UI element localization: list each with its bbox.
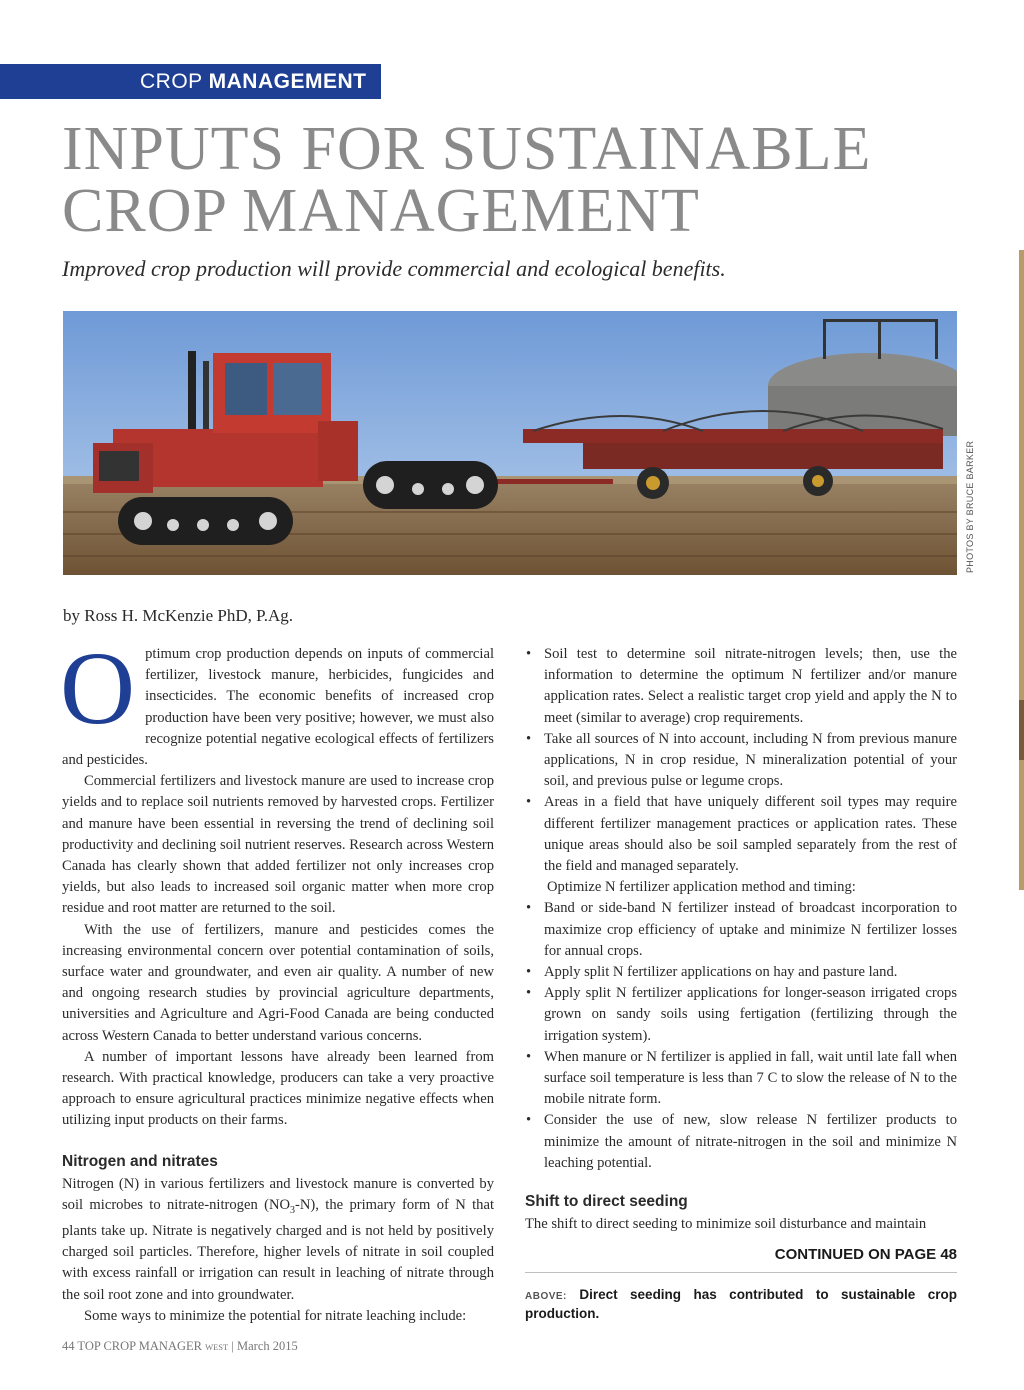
photo-credit-text: PHOTOS BY BRUCE BARKER: [965, 440, 975, 573]
page-edge-strip-dark: [1019, 700, 1024, 760]
bullet-list-b: [525, 898, 957, 1174]
caption-label: ABOVE:: [525, 1291, 567, 1303]
bullet-item: • Soil test to determine soil nitrate-nitrogen levels; then, use the information to determine the optimum N fertilizer and/or manure application rates. Select a realistic target crop yield and apply the N to meet (similar to average) crop requirements.: [525, 644, 957, 729]
lead-photo: [63, 311, 957, 575]
article-title: [62, 115, 982, 245]
section-label-light: CROP: [140, 70, 203, 93]
subhead-nitrogen: Nitrogen and nitrates: [62, 1152, 218, 1170]
article-subtitle: Improved crop production will provide commercial and ecological benefits.: [62, 256, 726, 281]
photo-caption: [525, 1286, 957, 1322]
bullet-item: • Take all sources of N into account, including N from previous manure applications, N in crop residue, N mineralization potential of your soil, and previous pulse or legume crops.: [525, 729, 957, 793]
nitrate-text-a: Nitrogen (N) in various fertilizers and livestock manure is converted by soil microbes to nitrate-nitrogen (NO: [62, 1175, 494, 1213]
body-paragraph-3: With the use of fertilizers, manure and pesticides comes the increasing environmental concern over potential contamination of soils, surface water and groundwater, and even air quality. A number of new and ongoing research studies by provincial agriculture departments, universities and Agriculture and Agri-Food Canada are being conducted across Western Canada to better understand various concerns.: [62, 921, 494, 1044]
bullet-item: • When manure or N fertilizer is applied in fall, wait until late fall when surface soil temperature is less than 7 C to slow the release of N to the mobile nitrate form.: [525, 1047, 957, 1111]
caption-text: Direct seeding has contributed to sustainable crop production.: [525, 1287, 957, 1322]
bullet-item: • Band or side-band N fertilizer instead of broadcast incorporation to maximize crop efficiency of uptake and minimize N fertilizer losses for annual crops.: [525, 898, 957, 962]
nitrate-subscript: 3: [290, 1204, 296, 1216]
intro-paragraph-text: ptimum crop production depends on inputs of commercial fertilizer, livestock manure, herbicides, fungicides and insecticides. The economic benefits of increased crop production have been very positive; however, we must also recognize potential negative ecological effects of fertilizers and pesticides.: [62, 646, 494, 769]
section-label-bold: MANAGEMENT: [208, 70, 367, 93]
body-paragraph-5: [62, 1174, 494, 1306]
title-line-1: INPUTS FOR SUSTAINABLE: [62, 115, 872, 183]
body-paragraph-4: A number of important lessons have already been learned from research. With practical knowledge, producers can take a very proactive approach to ensure agricultural practices minimize negative effects when utilizing input products on their farms.: [62, 1048, 494, 1129]
nitrate-text-b: -N), the primary form of N that plants take up. Nitrate is negatively charged and is not held by positively charged soil particles. Therefore, higher levels of nitrate in soil coupled with excess rainfall or irrigation can result in leaching of nitrate through the soil root zone and into groundwater.: [62, 1196, 494, 1303]
title-line-2: CROP MANAGEMENT: [62, 177, 700, 245]
caption-divider: [525, 1272, 957, 1273]
bullet-item: • Areas in a field that have uniquely different soil types may require different fertilizer management practices or application rates. These unique areas should also be soil sampled separately from the rest of the field and managed separately.: [525, 792, 957, 877]
bullet-item: • Apply split N fertilizer applications on hay and pasture land.: [525, 962, 957, 983]
issue-date: March 2015: [237, 1339, 298, 1353]
magazine-edition: WEST: [205, 1342, 229, 1352]
optimize-line: Optimize N fertilizer application method and timing:: [547, 879, 856, 896]
right-column: [525, 644, 957, 1322]
lead-photo-illustration: [63, 311, 957, 575]
photo-credit: [963, 440, 979, 573]
footer-separator: |: [231, 1339, 234, 1353]
body-paragraph-6: Some ways to minimize the potential for nitrate leaching include:: [84, 1307, 467, 1324]
body-paragraph-2: Commercial fertilizers and livestock manure are used to increase crop yields and to replace soil nutrients removed by harvested crops. Fertilizer and manure have been essential in reversing the trend of declining soil productivity and declining soil nutrient reserves. Research across Western Canada has clearly shown that added fertilizer not only increases crop yields, but also leads to increased soil organic matter when more crop residue and root matter are returned to the soil.: [62, 773, 494, 917]
intro-paragraph: [60, 631, 494, 771]
bullet-list-a: [525, 644, 957, 877]
byline: by Ross H. McKenzie PhD, P.Ag.: [63, 606, 293, 625]
magazine-name: TOP CROP MANAGER: [77, 1339, 202, 1353]
subhead-direct-seeding: Shift to direct seeding: [525, 1193, 688, 1211]
bullet-item: • Apply split N fertilizer applications for longer-season irrigated crops grown on sandy soils using fertigation (fertilizing through the irrigation system).: [525, 983, 957, 1047]
page-number: 44: [62, 1339, 75, 1353]
bullet-item: • Consider the use of new, slow release N fertilizer products to minimize the amount of nitrate-nitrogen in the soil and minimize N leaching potential.: [525, 1110, 957, 1174]
page-edge-strip: [1019, 250, 1024, 890]
left-column: [60, 631, 494, 1327]
continued-link[interactable]: CONTINUED ON PAGE 48: [774, 1246, 957, 1264]
direct-seeding-paragraph: The shift to direct seeding to minimize soil disturbance and maintain: [525, 1216, 927, 1233]
drop-cap: O: [60, 631, 136, 746]
page-footer: [62, 1339, 298, 1354]
section-label: [0, 64, 381, 99]
